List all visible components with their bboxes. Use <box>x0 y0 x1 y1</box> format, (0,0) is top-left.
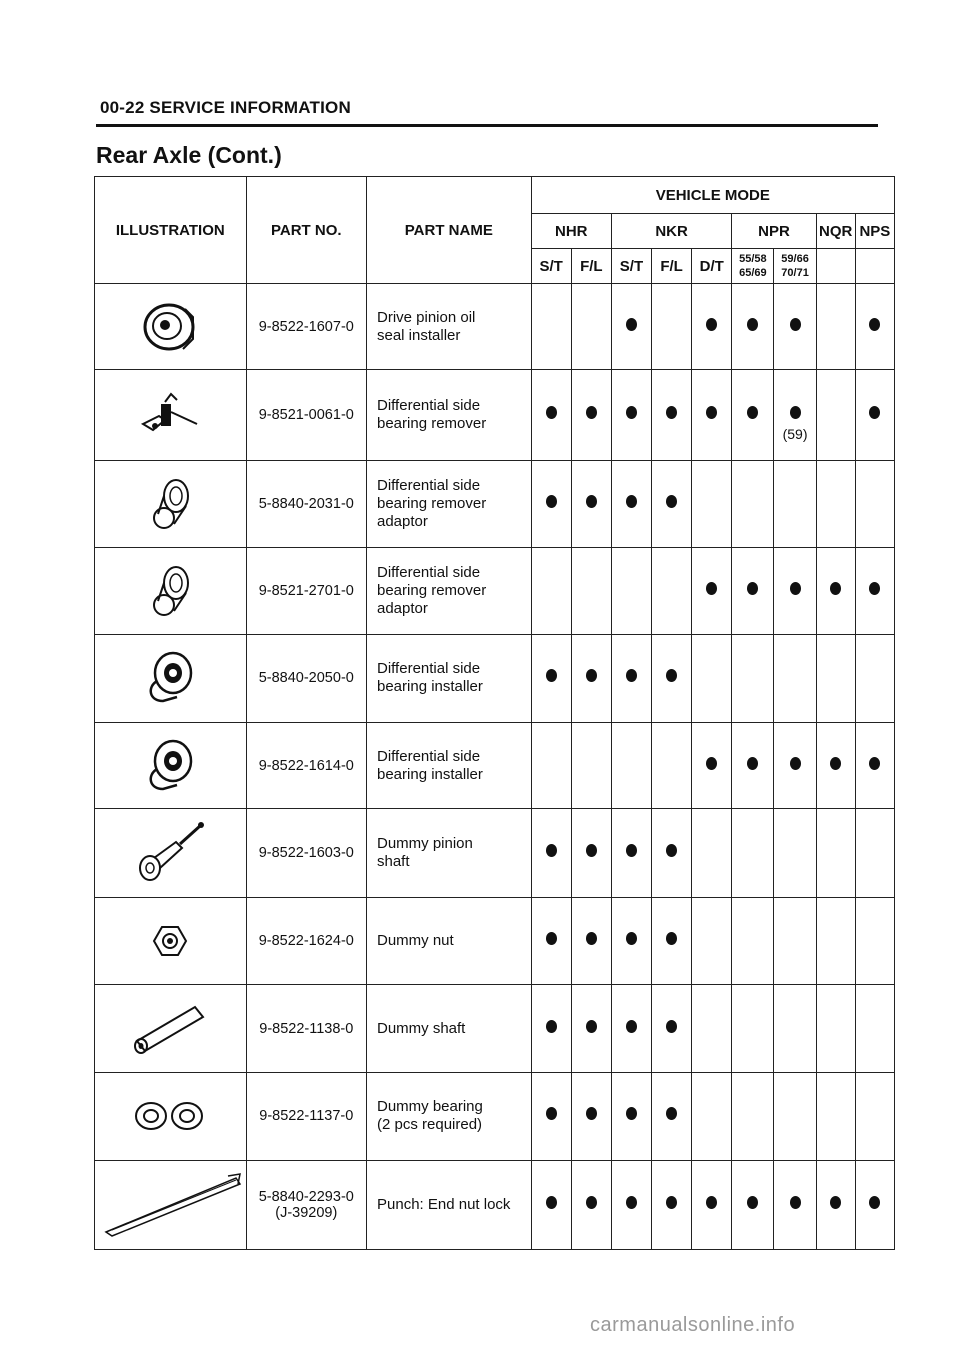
applicability-cell <box>531 1160 571 1249</box>
applicability-cell <box>611 461 651 548</box>
applicability-cell <box>531 634 571 722</box>
part-name-line: Dummy nut <box>377 931 454 949</box>
applicability-cell <box>531 897 571 984</box>
part-name-line: seal installer <box>377 326 461 344</box>
applicability-cell <box>611 809 651 897</box>
part-name-line: bearing remover <box>377 414 487 432</box>
table-row <box>95 369 895 460</box>
applicable-dot <box>546 1020 557 1033</box>
illustration-cell <box>95 1160 247 1249</box>
illustration-cell <box>95 369 247 460</box>
part-number: 9-8522-1624-0 <box>258 932 354 949</box>
applicable-dot <box>706 1196 717 1209</box>
applicability-cell <box>611 722 651 808</box>
applicability-cell <box>652 1073 692 1160</box>
applicability-cell <box>692 984 732 1072</box>
applicability-cell <box>732 1073 774 1160</box>
part-name-line: bearing installer <box>377 765 483 783</box>
part-name-cell <box>367 369 532 460</box>
applicable-dot <box>586 1020 597 1033</box>
sub-npr-wb1 <box>732 249 774 284</box>
applicable-dot <box>666 1020 677 1033</box>
vehicle-mode-header: VEHICLE MODE <box>531 177 894 214</box>
part-name-cell <box>367 897 532 984</box>
bearing-installer-icon <box>95 647 246 709</box>
applicable-dot <box>706 582 717 595</box>
applicability-cell <box>774 722 816 808</box>
part-number: 5-8840-2031-0 <box>258 496 354 513</box>
applicability-cell <box>774 548 816 634</box>
applicability-cell <box>652 722 692 808</box>
applicable-dot <box>626 1196 637 1209</box>
table-row <box>95 897 895 984</box>
applicable-dot <box>586 495 597 508</box>
applicable-dot <box>790 582 801 595</box>
applicable-dot <box>747 757 758 770</box>
applicable-dot <box>626 932 637 945</box>
applicability-cell <box>855 461 894 548</box>
applicable-dot <box>546 844 557 857</box>
part-name-line: shaft <box>377 852 410 870</box>
applicability-cell <box>692 369 732 460</box>
part-name-cell <box>367 548 532 634</box>
applicability-cell <box>774 1160 816 1249</box>
part-name-line: bearing remover <box>377 495 487 513</box>
applicable-dot <box>747 318 758 331</box>
applicability-cell <box>571 1160 611 1249</box>
model-npr: NPR <box>732 214 816 249</box>
watermark: carmanualsonline.info <box>590 1314 796 1336</box>
dummy-bearing-icon <box>95 1096 246 1136</box>
applicability-cell <box>571 1073 611 1160</box>
applicability-cell <box>692 461 732 548</box>
applicability-cell <box>692 1073 732 1160</box>
applicability-cell <box>531 284 571 369</box>
part-number: 9-8521-2701-0 <box>258 583 354 599</box>
applicability-cell <box>692 809 732 897</box>
applicability-cell <box>816 1073 855 1160</box>
applicability-cell <box>816 897 855 984</box>
part-name-line: Differential side <box>377 396 481 414</box>
part-name-line: Dummy bearing <box>377 1098 483 1116</box>
applicable-dot <box>546 406 557 419</box>
applicability-cell <box>855 369 894 460</box>
part-name-cell <box>367 461 532 548</box>
illustration-cell <box>95 897 247 984</box>
applicability-cell <box>652 897 692 984</box>
wb1-line2: 65/69 <box>739 267 767 280</box>
dummy-nut-icon <box>95 921 246 961</box>
tool-rows <box>95 284 895 1250</box>
applicability-cell <box>855 722 894 808</box>
applicable-dot <box>666 844 677 857</box>
illustration-cell <box>95 548 247 634</box>
part-name-line: Dummy shaft <box>377 1019 466 1037</box>
table-row <box>95 809 895 897</box>
applicability-cell <box>816 634 855 722</box>
applicability-cell <box>611 634 651 722</box>
part-number: 9-8522-1137-0 <box>259 1108 354 1125</box>
applicability-cell <box>774 461 816 548</box>
applicability-cell <box>531 461 571 548</box>
wb2-line2: 70/71 <box>781 267 809 280</box>
wb1-line1: 55/58 <box>739 253 767 266</box>
table-row <box>95 1160 895 1249</box>
part-name-cell <box>367 722 532 808</box>
part-no-cell <box>246 1160 366 1249</box>
applicable-dot <box>626 1020 637 1033</box>
applicability-cell <box>571 897 611 984</box>
applicability-cell <box>531 984 571 1072</box>
model-nqr: NQR <box>816 214 855 249</box>
table-row <box>95 722 895 808</box>
applicable-dot <box>666 1196 677 1209</box>
model-nps: NPS <box>855 214 894 249</box>
part-no-cell <box>246 897 366 984</box>
applicability-cell <box>732 809 774 897</box>
dummy-pinion-shaft-icon <box>95 818 246 888</box>
applicable-dot <box>790 757 801 770</box>
applicability-cell <box>732 984 774 1072</box>
punch-icon <box>95 1170 246 1240</box>
applicability-cell <box>611 1073 651 1160</box>
applicability-cell <box>611 548 651 634</box>
table-row <box>95 1073 895 1160</box>
applicability-cell <box>774 634 816 722</box>
applicability-cell <box>571 461 611 548</box>
applicability-cell <box>611 369 651 460</box>
applicability-cell <box>816 809 855 897</box>
applicable-dot <box>586 1196 597 1209</box>
page-header: 00-22 SERVICE INFORMATION <box>100 98 351 117</box>
part-name-line: adaptor <box>377 600 428 617</box>
applicability-cell <box>774 1073 816 1160</box>
applicable-dot <box>790 406 801 419</box>
applicability-cell <box>531 809 571 897</box>
applicability-cell <box>855 897 894 984</box>
sub-nhr-fl: F/L <box>571 249 611 284</box>
part-no-cell <box>246 548 366 634</box>
part-number: 9-8522-1603-0 <box>258 844 354 861</box>
applicability-cell <box>571 984 611 1072</box>
applicability-cell <box>732 1160 774 1249</box>
table-row <box>95 634 895 722</box>
applicable-dot <box>790 318 801 331</box>
model-nkr: NKR <box>611 214 731 249</box>
applicable-dot <box>830 582 841 595</box>
part-name-line: bearing installer <box>377 678 483 696</box>
applicability-cell <box>774 897 816 984</box>
applicability-cell <box>652 284 692 369</box>
applicable-dot <box>586 406 597 419</box>
applicable-dot <box>747 1196 758 1209</box>
applicability-cell <box>774 284 816 369</box>
applicability-cell <box>571 548 611 634</box>
applicable-dot <box>869 582 880 595</box>
applicability-cell <box>652 984 692 1072</box>
model-nhr: NHR <box>531 214 611 249</box>
applicability-cell <box>652 1160 692 1249</box>
applicable-dot <box>706 757 717 770</box>
applicable-dot <box>869 406 880 419</box>
applicability-cell <box>571 722 611 808</box>
sub-nps <box>855 249 894 284</box>
applicability-cell <box>652 369 692 460</box>
applicable-dot <box>586 1107 597 1120</box>
part-number: 9-8522-1614-0 <box>258 757 354 774</box>
applicability-cell <box>732 897 774 984</box>
applicable-dot <box>869 318 880 331</box>
applicable-dot <box>586 669 597 682</box>
part-name-line: Dummy pinion <box>377 834 473 852</box>
part-no-cell <box>246 1073 366 1160</box>
applicability-cell <box>692 722 732 808</box>
table-row <box>95 461 895 548</box>
applicable-dot <box>706 318 717 331</box>
applicability-cell <box>855 284 894 369</box>
applicability-cell <box>816 1160 855 1249</box>
part-name-line: Differential side <box>377 477 481 495</box>
applicability-cell <box>611 284 651 369</box>
applicability-cell <box>816 461 855 548</box>
part-name-cell <box>367 284 532 369</box>
applicability-cell <box>732 722 774 808</box>
illustration-cell <box>95 634 247 722</box>
part-name-line: Drive pinion oil <box>377 308 476 326</box>
applicability-cell <box>732 369 774 460</box>
illustration-cell <box>95 461 247 548</box>
sub-npr-wb2 <box>774 249 816 284</box>
applicable-dot <box>546 1107 557 1120</box>
applicability-cell <box>774 984 816 1072</box>
applicable-dot <box>666 932 677 945</box>
seal-installer-icon <box>95 297 246 357</box>
part-number: 5-8840-2293-0 <box>258 1188 354 1205</box>
sub-nkr-dt: D/T <box>692 249 732 284</box>
applicability-cell <box>732 548 774 634</box>
part-no-cell <box>246 722 366 808</box>
applicability-cell <box>692 897 732 984</box>
applicability-cell <box>571 634 611 722</box>
applicable-dot <box>747 406 758 419</box>
remover-adaptor-icon <box>95 559 246 623</box>
applicability-cell <box>855 1073 894 1160</box>
applicable-dot <box>546 495 557 508</box>
applicable-dot <box>626 1107 637 1120</box>
applicability-cell <box>816 284 855 369</box>
part-number: 9-8522-1607-0 <box>258 318 354 335</box>
applicability-cell <box>652 634 692 722</box>
illustration-cell <box>95 284 247 369</box>
sub-nkr-fl: F/L <box>652 249 692 284</box>
part-number: 9-8521-0061-0 <box>258 406 354 423</box>
part-name-line: adaptor <box>377 513 428 531</box>
applicable-dot <box>666 669 677 682</box>
applicable-dot <box>869 1196 880 1209</box>
applicable-dot <box>747 582 758 595</box>
applicability-cell <box>531 722 571 808</box>
applicable-dot <box>626 844 637 857</box>
part-name-header: PART NAME <box>367 177 532 284</box>
sub-nhr-st: S/T <box>531 249 571 284</box>
special-tools-table <box>94 176 895 1250</box>
dummy-shaft-icon <box>95 999 246 1059</box>
applicability-cell <box>816 722 855 808</box>
applicability-cell <box>774 369 816 460</box>
part-no-cell <box>246 634 366 722</box>
part-name-line: Differential side <box>377 564 481 581</box>
part-name-cell <box>367 634 532 722</box>
applicability-cell <box>652 548 692 634</box>
applicability-cell <box>692 634 732 722</box>
table-row <box>95 548 895 634</box>
table-row <box>95 284 895 369</box>
applicability-cell <box>816 548 855 634</box>
illustration-cell <box>95 809 247 897</box>
applicable-dot <box>586 932 597 945</box>
applicability-cell <box>611 1160 651 1249</box>
applicability-cell <box>611 897 651 984</box>
applicability-cell <box>531 369 571 460</box>
part-no-cell <box>246 461 366 548</box>
applicability-cell <box>531 1073 571 1160</box>
applicable-dot <box>706 406 717 419</box>
applicable-dot <box>586 844 597 857</box>
applicability-cell <box>855 634 894 722</box>
applicability-cell <box>732 284 774 369</box>
applicability-cell <box>652 809 692 897</box>
part-name-line: (2 pcs required) <box>377 1116 483 1134</box>
applicable-dot <box>666 406 677 419</box>
section-title: Rear Axle (Cont.) <box>96 142 282 168</box>
sub-nqr <box>816 249 855 284</box>
table-row <box>95 984 895 1072</box>
applicable-dot <box>626 406 637 419</box>
part-name-line: Punch: End nut lock <box>377 1195 511 1213</box>
applicable-dot <box>790 1196 801 1209</box>
illustration-header: ILLUSTRATION <box>95 177 247 284</box>
bearing-remover-icon <box>95 390 246 440</box>
part-no-cell <box>246 369 366 460</box>
applicable-dot <box>546 1196 557 1209</box>
applicability-cell <box>855 984 894 1072</box>
applicable-dot <box>546 669 557 682</box>
wb2-line1: 59/66 <box>781 253 809 266</box>
applicable-dot <box>869 757 880 770</box>
illustration-cell <box>95 984 247 1072</box>
illustration-cell <box>95 722 247 808</box>
applicability-cell <box>855 809 894 897</box>
header-rule <box>96 124 878 127</box>
part-no-header: PART NO. <box>246 177 366 284</box>
applicability-cell <box>611 984 651 1072</box>
applicable-dot <box>546 932 557 945</box>
applicability-cell <box>816 369 855 460</box>
applicability-cell <box>855 1160 894 1249</box>
sub-nkr-st: S/T <box>611 249 651 284</box>
bearing-installer-icon <box>95 735 246 797</box>
applicable-dot <box>830 757 841 770</box>
part-name-line: Differential side <box>377 747 481 765</box>
part-number-alt: (J-39209) <box>275 1204 338 1221</box>
applicability-cell <box>732 461 774 548</box>
applicability-cell <box>855 548 894 634</box>
part-no-cell <box>246 984 366 1072</box>
part-number: 5-8840-2050-0 <box>258 670 354 687</box>
applicable-dot <box>830 1196 841 1209</box>
part-name-line: Differential side <box>377 660 481 678</box>
applicability-cell <box>531 548 571 634</box>
applicability-cell <box>774 809 816 897</box>
applicability-cell <box>816 984 855 1072</box>
part-name-cell <box>367 1073 532 1160</box>
illustration-cell <box>95 1073 247 1160</box>
part-number: 9-8522-1138-0 <box>259 1020 354 1037</box>
wheelbase-note: (59) <box>782 425 808 442</box>
applicability-cell <box>571 369 611 460</box>
part-no-cell <box>246 809 366 897</box>
applicable-dot <box>666 1107 677 1120</box>
part-name-cell <box>367 984 532 1072</box>
part-name-cell <box>367 809 532 897</box>
applicability-cell <box>571 284 611 369</box>
part-name-line: bearing remover <box>377 582 487 599</box>
applicability-cell <box>652 461 692 548</box>
applicability-cell <box>692 284 732 369</box>
applicability-cell <box>692 548 732 634</box>
part-name-cell <box>367 1160 532 1249</box>
applicability-cell <box>692 1160 732 1249</box>
applicability-cell <box>732 634 774 722</box>
part-no-cell <box>246 284 366 369</box>
remover-adaptor-icon <box>95 472 246 536</box>
applicable-dot <box>666 495 677 508</box>
applicable-dot <box>626 318 637 331</box>
applicability-cell <box>571 809 611 897</box>
applicable-dot <box>626 669 637 682</box>
applicable-dot <box>626 495 637 508</box>
